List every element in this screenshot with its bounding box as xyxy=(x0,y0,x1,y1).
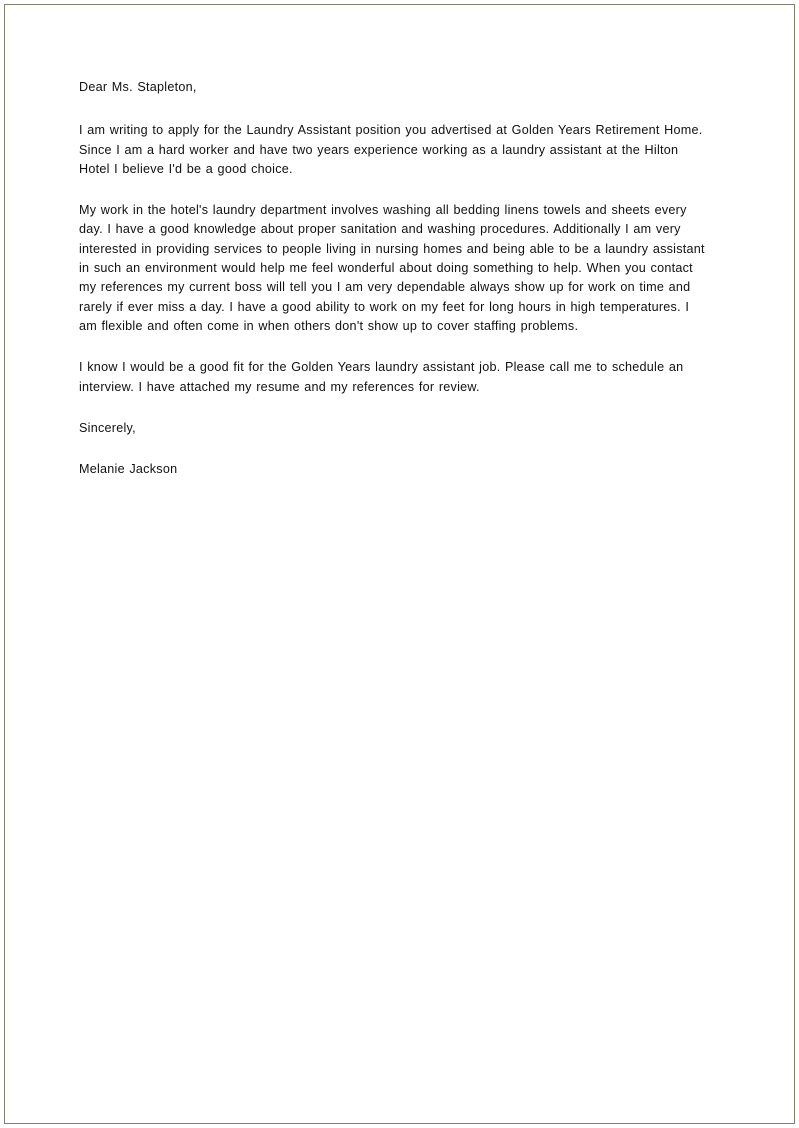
body-paragraph-3: I know I would be a good fit for the Golden Years laundry assistant job. Please call me to schedule an interview. I have attached my resume and my references for review. xyxy=(79,360,684,394)
signature-name: Melanie Jackson xyxy=(79,462,178,477)
closing-salutation: Sincerely, xyxy=(79,420,136,435)
body-paragraph-1: I am writing to apply for the Laundry Assistant position you advertised at Golden Years Retirement Home. Since I am a hard worker and have two years experience working as a laundry assistant at the Hilton Hotel I believe I'd be a good choice. xyxy=(79,123,703,176)
salutation: Dear Ms. Stapleton, xyxy=(79,80,197,94)
body-paragraph-2: My work in the hotel's laundry department involves washing all bedding linens towels and sheets every day. I have a good knowledge about proper sanitation and washing procedures. Additionally I am very interested in providing services to people living in nursing homes and being able to be a laundry assistant in such an environment would help me feel wonderful about doing something to help. When you contact my references my current boss will tell you I am very dependable always show up for work on time and rarely if ever miss a day. I have a good ability to work on my feet for long hours in high temperatures. I am flexible and often come in when others don't show up to cover staffing problems. xyxy=(79,203,705,333)
letter-body xyxy=(79,78,708,479)
